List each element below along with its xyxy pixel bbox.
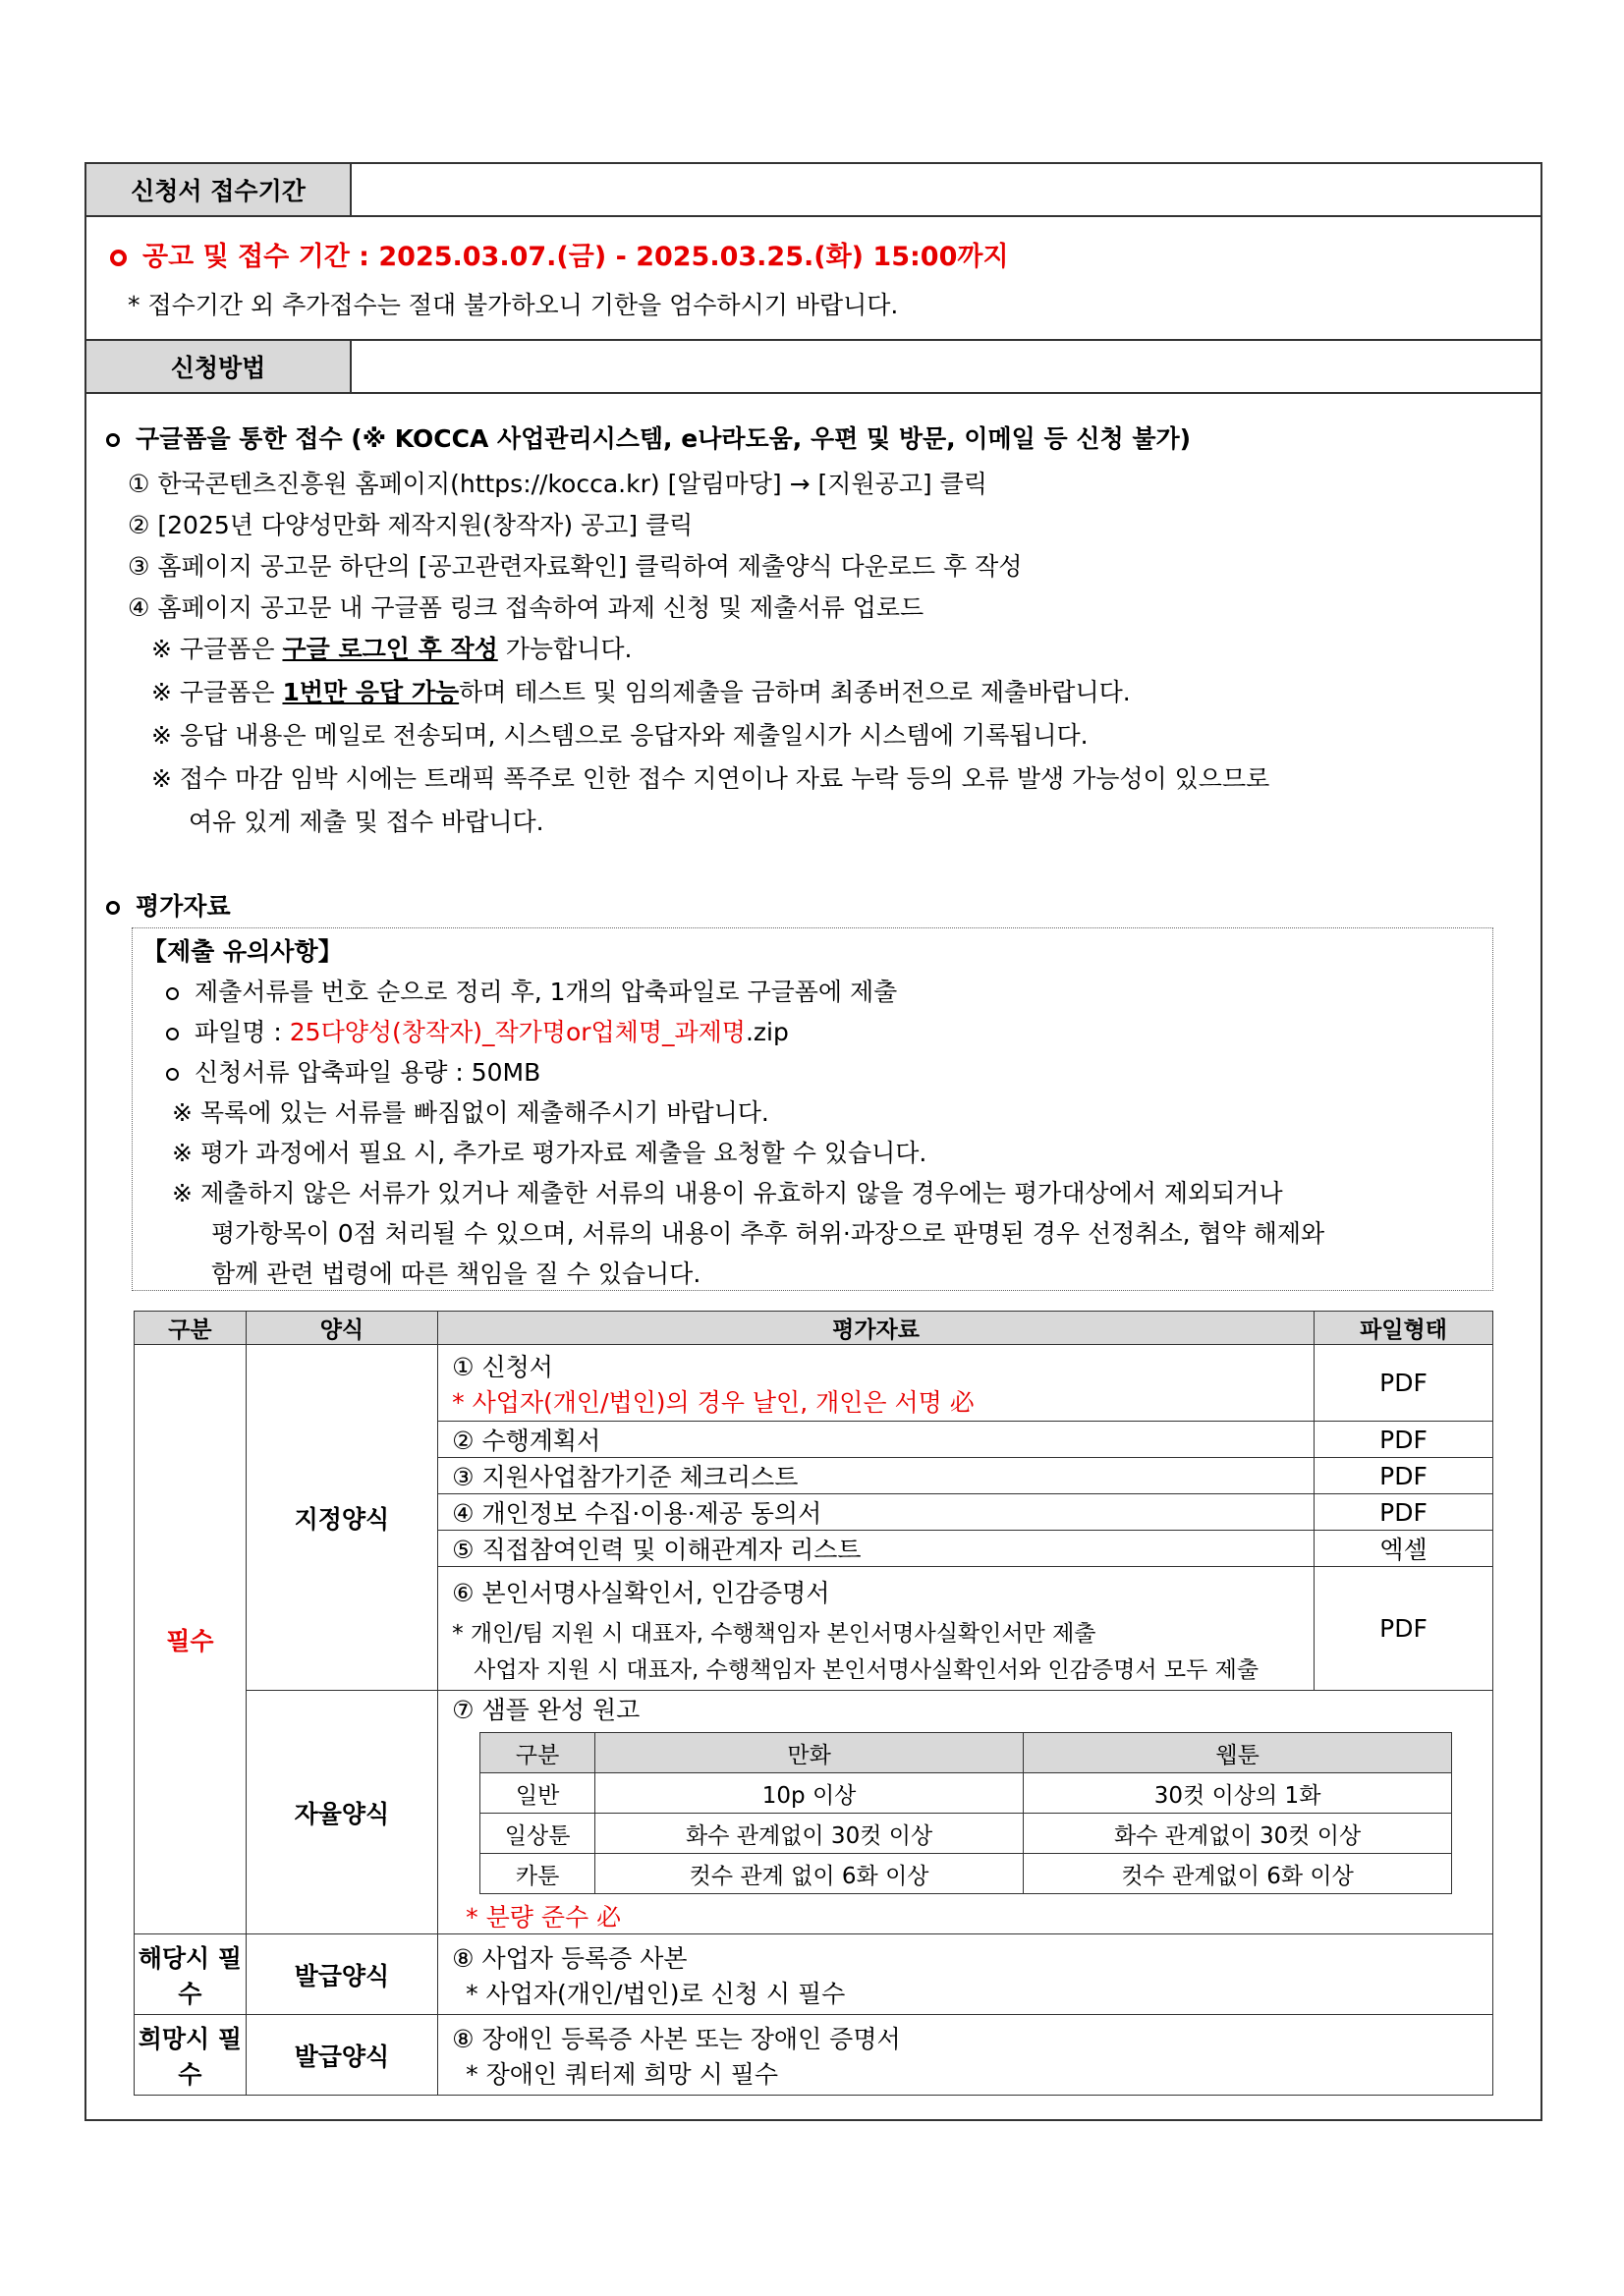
table-row [135, 1934, 1493, 2015]
form-autonomous: 자율양식 [246, 1691, 437, 1934]
caution-title: 【제출 유의사항】 [142, 937, 343, 966]
sample-cell: 일상툰 [480, 1814, 595, 1854]
file-type: PDF [1315, 1345, 1493, 1422]
file-type: PDF [1315, 1494, 1493, 1531]
evaluation-table [134, 1311, 1493, 2096]
item-note: 사업자 지원 시 대표자, 수행책임자 본인서명사실확인서와 인감증명서 모두 제출 [474, 1656, 1260, 1683]
sample-cell [438, 1691, 1493, 1934]
note-once-emphasis: 1번만 응답 가능 [282, 678, 460, 706]
method-title [106, 420, 1191, 455]
table-row [135, 2015, 1493, 2096]
eval-title-text: 평가자료 [136, 892, 231, 921]
sample-cell: 화수 관계없이 30컷 이상 [595, 1814, 1024, 1854]
period-line [110, 235, 1009, 273]
section-header-method [86, 339, 1540, 394]
sample-cell: 일반 [480, 1773, 595, 1814]
sample-col-header: 웹툰 [1024, 1733, 1452, 1773]
bullet-circle-icon [166, 987, 179, 1000]
caution-note-3c: 함께 관련 법령에 따른 책임을 질 수 있습니다. [211, 1260, 701, 1288]
item-cell: ② 수행계획서 [438, 1422, 1315, 1458]
item-cell: ① 신청서 * 사업자(개인/법인)의 경우 날인, 개인은 서명 必 [438, 1345, 1315, 1422]
sample-cell: 화수 관계없이 30컷 이상 [1024, 1814, 1452, 1854]
form-issued: 발급양식 [246, 1934, 437, 2015]
file-type: PDF [1315, 1422, 1493, 1458]
eval-title [106, 887, 231, 923]
sample-cell: 카툰 [480, 1854, 595, 1894]
period-text: 공고 및 접수 기간 : 2025.03.07.(금) - 2025.03.25.(화) 15:00까지 [142, 242, 1009, 272]
table-header-row [135, 1312, 1493, 1345]
table-row [135, 1691, 1493, 1934]
sample-col-header: 구분 [480, 1733, 595, 1773]
caution-note-1: ※ 목록에 있는 서류를 빠짐없이 제출해주시기 바랍니다. [172, 1098, 769, 1127]
item-cell: ④ 개인정보 수집·이용·제공 동의서 [438, 1494, 1315, 1531]
caution-note-2: ※ 평가 과정에서 필요 시, 추가로 평가자료 제출을 요청할 수 있습니다. [172, 1139, 927, 1167]
sample-title: ⑦ 샘플 완성 원고 [452, 1696, 641, 1724]
bullet-circle-icon [166, 1068, 179, 1081]
caution-item-1: 제출서류를 번호 순으로 정리 후, 1개의 압축파일로 구글폼에 제출 [166, 973, 897, 1008]
sample-note: * 분량 준수 必 [466, 1903, 622, 1932]
step-1: ① 한국콘텐츠진흥원 홈페이지(https://kocca.kr) [알림마당] → [지원공고] 클릭 [128, 470, 987, 498]
note-traffic-2: 여유 있게 제출 및 접수 바랍니다. [189, 808, 544, 836]
item-cell: ⑧ 사업자 등록증 사본 * 사업자(개인/법인)로 신청 시 필수 [438, 1934, 1493, 2015]
sample-cell: 컷수 관계 없이 6화 이상 [595, 1854, 1024, 1894]
col-header: 양식 [246, 1312, 437, 1345]
category-conditional: 해당시 필수 [135, 1934, 247, 2015]
item-note: * 장애인 쿼터제 희망 시 필수 [466, 2059, 779, 2089]
caution-note-3a: ※ 제출하지 않은 서류가 있거나 제출한 서류의 내용이 유효하지 않을 경우에는 평가대상에서 제외되거나 [172, 1179, 1283, 1207]
step-2: ② [2025년 다양성만화 제작지원(창작자) 공고] 클릭 [128, 511, 694, 539]
bullet-circle-icon [110, 250, 127, 266]
form-designated: 지정양식 [246, 1345, 437, 1691]
col-header: 평가자료 [438, 1312, 1315, 1345]
category-optional: 희망시 필수 [135, 2015, 247, 2096]
col-header: 구분 [135, 1312, 247, 1345]
caution-note-3b: 평가항목이 0점 처리될 수 있으며, 서류의 내용이 추후 허위·과장으로 판명된 경우 선정취소, 협약 해제와 [211, 1219, 1325, 1248]
item-note: * 사업자(개인/법인)로 신청 시 필수 [466, 1979, 846, 2008]
bullet-circle-icon [166, 1028, 179, 1040]
method-title-text: 구글폼을 통한 접수 (※ KOCCA 사업관리시스템, e나라도움, 우편 및 방문, 이메일 등 신청 불가) [136, 424, 1192, 453]
file-type: PDF [1315, 1458, 1493, 1494]
note-login-emphasis: 구글 로그인 후 작성 [282, 635, 498, 663]
note-once: ※ 구글폼은 1번만 응답 가능하며 테스트 및 임의제출을 금하며 최종버전으로 제출바랍니다. [151, 678, 1131, 706]
caution-item-3: 신청서류 압축파일 용량 : 50MB [166, 1053, 540, 1089]
sample-cell: 10p 이상 [595, 1773, 1024, 1814]
note-traffic-1: ※ 접수 마감 임박 시에는 트래픽 폭주로 인한 접수 지연이나 자료 누락 등의 오류 발생 가능성이 있으므로 [151, 764, 1270, 793]
form-issued: 발급양식 [246, 2015, 437, 2096]
sample-table [479, 1732, 1452, 1894]
sample-col-header: 만화 [595, 1733, 1024, 1773]
step-4: ④ 홈페이지 공고문 내 구글폼 링크 접속하여 과제 신청 및 제출서류 업로드 [128, 593, 924, 622]
category-required: 필수 [135, 1345, 247, 1934]
caution-box [132, 927, 1493, 1291]
note-login: ※ 구글폼은 구글 로그인 후 작성 가능합니다. [151, 635, 633, 663]
table-row [135, 1345, 1493, 1422]
item-cell: ⑥ 본인서명사실확인서, 인감증명서 * 개인/팀 지원 시 대표자, 수행책임자 본인서명사실확인서만 제출 사업자 지원 시 대표자, 수행책임자 본인서명사실확인서와 인감증명서 모두 제출 [438, 1567, 1315, 1691]
col-header: 파일형태 [1315, 1312, 1493, 1345]
item-cell: ③ 지원사업참가기준 체크리스트 [438, 1458, 1315, 1494]
caution-item-2: 파일명 : 25다양성(창작자)_작가명or업체명_과제명.zip [166, 1013, 789, 1048]
sample-cell: 컷수 관계없이 6화 이상 [1024, 1854, 1452, 1894]
bullet-circle-icon [106, 433, 120, 447]
note-mail: ※ 응답 내용은 메일로 전송되며, 시스템으로 응답자와 제출일시가 시스템에 기록됩니다. [151, 721, 1089, 750]
period-note: * 접수기간 외 추가접수는 절대 불가하오니 기한을 엄수하시기 바랍니다. [128, 291, 899, 319]
section-label-period: 신청서 접수기간 [86, 164, 352, 215]
filename-pattern: 25다양성(창작자)_작가명or업체명_과제명 [289, 1018, 746, 1046]
bullet-circle-icon [106, 901, 120, 915]
step-3: ③ 홈페이지 공고문 하단의 [공고관련자료확인] 클릭하여 제출양식 다운로드 후 작성 [128, 552, 1023, 581]
file-type: 엑셀 [1315, 1531, 1493, 1567]
file-type: PDF [1315, 1567, 1493, 1691]
item-note: * 개인/팀 지원 시 대표자, 수행책임자 본인서명사실확인서만 제출 [452, 1620, 1096, 1647]
section-label-method: 신청방법 [86, 341, 352, 392]
item-note: * 사업자(개인/법인)의 경우 날인, 개인은 서명 必 [452, 1387, 975, 1417]
item-cell: ⑧ 장애인 등록증 사본 또는 장애인 증명서 * 장애인 쿼터제 희망 시 필수 [438, 2015, 1493, 2096]
section-header-period [86, 164, 1540, 217]
item-cell: ⑤ 직접참여인력 및 이해관계자 리스트 [438, 1531, 1315, 1567]
sample-cell: 30컷 이상의 1화 [1024, 1773, 1452, 1814]
